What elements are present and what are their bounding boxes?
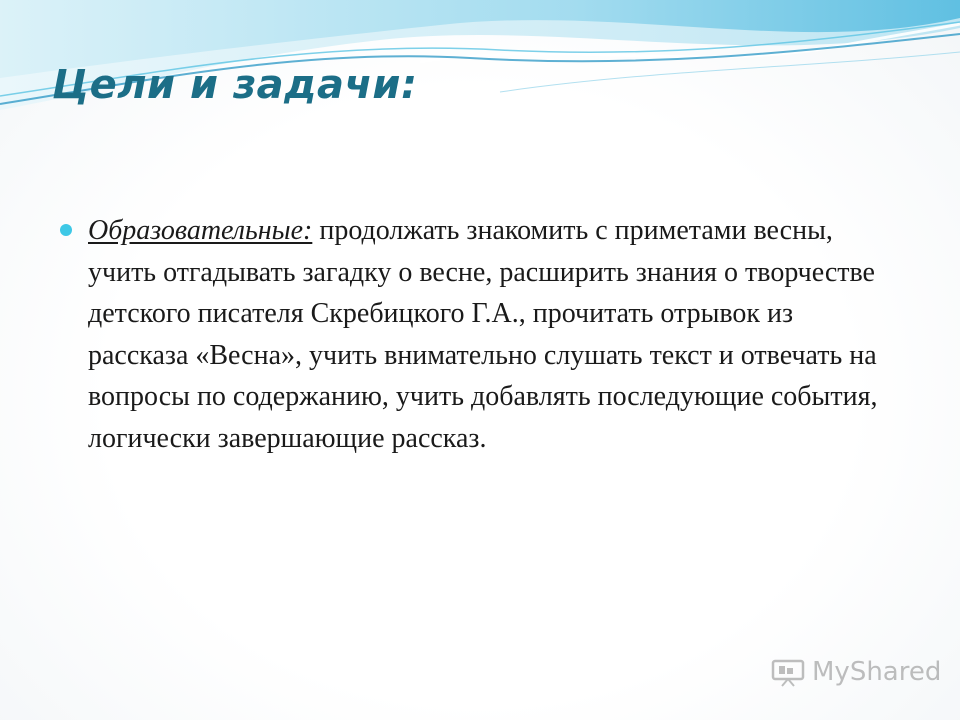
bullet-item xyxy=(60,210,900,459)
bullet-category: Образовательные: xyxy=(88,215,313,246)
watermark xyxy=(770,652,941,692)
slide-title: Цели и задачи: xyxy=(52,62,418,108)
watermark-text: MyShared xyxy=(812,657,942,687)
bullet-icon xyxy=(60,224,72,236)
bullet-text xyxy=(88,210,900,459)
presentation-board-icon xyxy=(770,657,806,687)
bullet-list xyxy=(60,210,900,459)
bullet-body: продолжать знакомить с приметами весны, учить отгадывать загадку о весне, расширить знания о творчестве детского писателя Скребицкого Г.А., прочитать отрывок из рассказа «Весна», учить внимательно слушать текст и отвечать на вопросы по содержанию, учить добавлять последующие события, логически завершающие рассказ. xyxy=(88,215,878,454)
